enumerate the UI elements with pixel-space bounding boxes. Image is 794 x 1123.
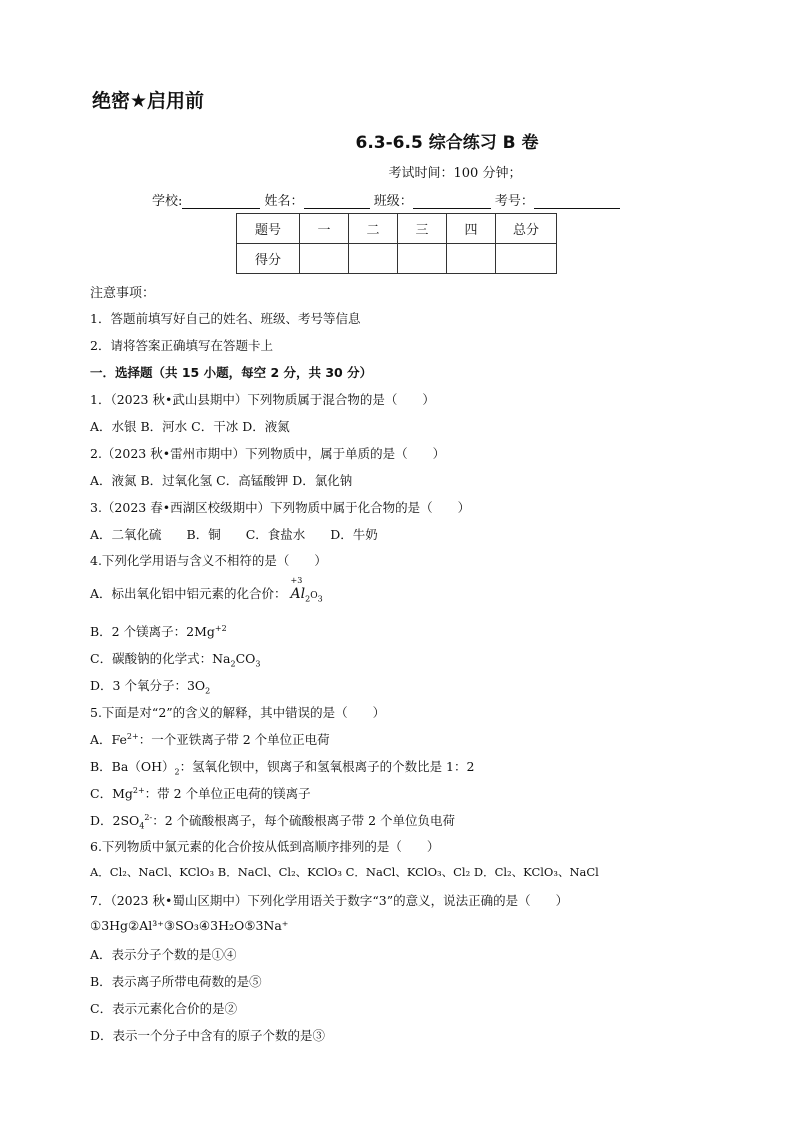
option-text: ：带 2 个单位正电荷的镁离子 <box>144 786 311 801</box>
option-text: ：氢氧化钡中，钡离子和氢氧根离子的个数比是 1：2 <box>179 759 475 774</box>
superscript: 2+ <box>132 785 145 795</box>
question-2: 2.（2023 秋•雷州市期中）下列物质中，属于单质的是（ ） <box>90 446 446 461</box>
score-cell[interactable] <box>349 244 398 274</box>
number-blank[interactable] <box>534 194 620 209</box>
question-4-option-d <box>90 676 210 696</box>
note-item: 1．答题前填写好自己的姓名、班级、考号等信息 <box>90 311 361 326</box>
name-blank[interactable] <box>304 194 370 209</box>
exam-time-text: 考试时间：100 分钟； <box>388 166 522 181</box>
option-text: C．碳酸钠的化学式：Na <box>90 651 231 666</box>
question-6-options: A．Cl₂、NaCl、KClO₃ B．NaCl、Cl₂、KClO₃ C．NaCl、KClO₃、Cl₂ D．Cl₂、KClO₃、NaCl <box>90 865 599 879</box>
question-7-option-d: D．表示一个分子中含有的原子个数的是③ <box>90 1028 326 1043</box>
element-symbol: Al <box>290 586 306 602</box>
score-header-cell: 四 <box>447 214 496 244</box>
option-text: B．2 个镁离子：2Mg <box>90 624 215 639</box>
question-5: 5.下面是对“2”的含义的解释，其中错误的是（ ） <box>90 705 386 720</box>
score-cell[interactable] <box>496 244 557 274</box>
option-text: A．标出氧化铝中铝元素的化合价： <box>90 586 287 601</box>
question-3: 3.（2023 春•西湖区校级期中）下列物质中属于化合物的是（ ） <box>90 500 471 515</box>
subscript: 2 <box>230 659 236 669</box>
question-7-items: ①3Hg②Al³⁺③SO₃④3H₂O⑤3Na⁺ <box>90 918 289 933</box>
title-text: 6.3-6.5 综合练习 B 卷 <box>355 133 539 153</box>
score-row-label: 得分 <box>237 244 300 274</box>
question-7-option-b: B．表示离子所带电荷数的是⑤ <box>90 974 262 989</box>
score-table-header-row <box>237 214 557 244</box>
score-cell[interactable] <box>300 244 349 274</box>
question-4-option-b <box>90 622 227 640</box>
question-7: 7．（2023 秋•蜀山区期中）下列化学用语关于数字“3”的意义，说法正确的是（ ） <box>90 893 569 908</box>
score-header-cell: 总分 <box>496 214 557 244</box>
question-1: 1．（2023 秋•武山县期中）下列物质属于混合物的是（ ） <box>90 392 435 407</box>
subscript: 2 <box>174 767 180 777</box>
score-header-cell: 三 <box>398 214 447 244</box>
option-text: ：2 个硫酸根离子，每个硫酸根离子带 2 个单位负电荷 <box>152 813 456 828</box>
number-label: 考号： <box>494 194 534 209</box>
score-header-cell: 二 <box>349 214 398 244</box>
score-cell[interactable] <box>398 244 447 274</box>
question-4-option-c <box>90 649 260 669</box>
school-label: 学校: <box>152 194 183 209</box>
superscript: +2 <box>214 623 227 633</box>
question-5-option-d <box>90 811 455 831</box>
question-5-option-c <box>90 784 311 802</box>
class-label: 班级： <box>373 194 413 209</box>
student-info-line <box>152 190 620 209</box>
question-3-options: A．二氧化硫 B．铜 C．食盐水 D．牛奶 <box>90 527 378 542</box>
superscript: 2- <box>144 812 153 822</box>
score-table <box>236 213 557 274</box>
score-header-cell: 题号 <box>237 214 300 244</box>
question-4-option-a <box>90 576 323 604</box>
element-symbol: O <box>310 591 318 601</box>
question-7-option-a: A．表示分子个数的是①④ <box>90 947 237 962</box>
score-table-score-row <box>237 244 557 274</box>
question-4: 4.下列化学用语与含义不相符的是（ ） <box>90 553 327 568</box>
subscript: 2 <box>205 686 211 696</box>
subscript: 2 <box>305 594 311 604</box>
score-cell[interactable] <box>447 244 496 274</box>
subscript: 4 <box>139 821 145 831</box>
option-text: D．3 个氧分子：3O <box>90 678 206 693</box>
option-text: ：一个亚铁离子带 2 个单位正电荷 <box>138 732 330 747</box>
question-2-options: A．液氮 B．过氧化氢 C．高锰酸钾 D．氯化钠 <box>90 473 353 488</box>
option-text: CO <box>235 651 256 666</box>
school-blank[interactable] <box>182 194 260 209</box>
option-text: C．Mg <box>90 786 133 801</box>
section-title: 一．选择题（共 15 小题，每空 2 分，共 30 分） <box>90 365 373 380</box>
subscript: 3 <box>255 659 261 669</box>
note-item: 2．请将答案正确填写在答题卡上 <box>90 338 273 353</box>
class-blank[interactable] <box>413 194 491 209</box>
subscript: 3 <box>317 594 323 604</box>
question-1-options: A．水银 B．河水 C．干冰 D．液氮 <box>90 419 290 434</box>
superscript: 2+ <box>126 731 139 741</box>
chem-formula <box>290 576 306 602</box>
score-header-cell: 一 <box>300 214 349 244</box>
question-5-option-a <box>90 730 330 748</box>
option-text: B．Ba（OH） <box>90 759 175 774</box>
name-label: 姓名： <box>264 194 304 209</box>
secret-label: 绝密★启用前 <box>92 90 205 112</box>
question-6: 6.下列物质中氯元素的化合价按从低到高顺序排列的是（ ） <box>90 839 440 854</box>
question-7-option-c: C．表示元素化合价的是② <box>90 1001 238 1016</box>
page-title <box>0 128 794 153</box>
notes-heading: 注意事项： <box>90 286 156 301</box>
valence-mark: +3 <box>290 576 303 585</box>
question-5-option-b <box>90 757 474 777</box>
option-text: D．2SO <box>90 813 140 828</box>
exam-time <box>0 162 794 181</box>
option-text: A．Fe <box>90 732 127 747</box>
